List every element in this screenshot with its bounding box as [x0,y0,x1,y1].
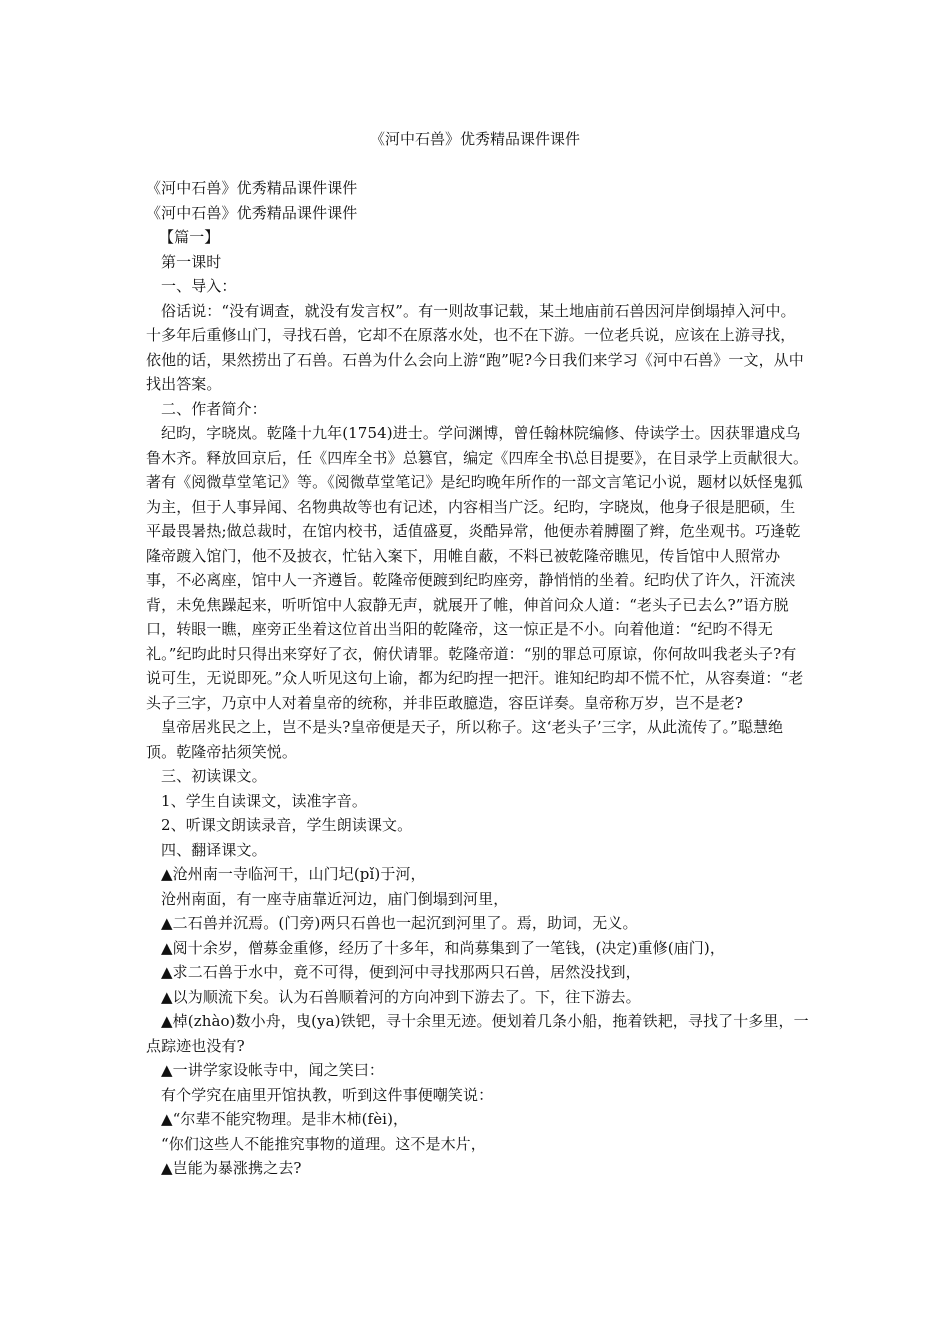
translation-line: ▲以为顺流下矣。认为石兽顺着河的方向冲到下游去了。下，往下游去。 [161,987,641,1006]
reading-item: 2、听课文朗读录音，学生朗读课文。 [161,816,413,834]
section-heading-translation: 四、翻译课文。 [161,840,267,859]
translation-line: “你们这些人不能推究事物的道理。这不是木片， [161,1134,486,1153]
translation-line: ▲求二石兽于水中，竟不可得，便到河中寻找那两只石兽，居然没找到， [161,963,641,981]
translation-line: ▲沧州南一寺临河干，山门圮(pǐ)于河， [161,865,426,883]
section-heading-reading: 三、初读课文。 [161,767,267,785]
intro-paragraph: 俗话说：“没有调查，就没有发言权”。有一则故事记载，某土地庙前石兽因河岸倒塌掉入河中。十多年后重修山门，寻找石兽，它却不在原落水处，也不在下游。一位老兵说，应该在上游寻找，依他的话，果然捞出了石兽。石兽为什么会向上游“跑”呢?今日我们来学习《河中石兽》一文，从中找出答案。 [146,301,804,393]
section-heading-intro: 一、导入： [161,277,237,295]
translation-line: ▲一讲学家设帐寺中，闻之笑曰： [161,1061,385,1079]
translation-line: 有个学究在庙里开馆执教，听到这件事便嘲笑说： [161,1085,494,1104]
translation-line: ▲岂能为暴涨携之去? [161,1159,302,1177]
author-paragraph: 纪昀，字晓岚。乾隆十九年(1754)进士。学问渊博，曾任翰林院编修、侍读学士。因获罪遣戍乌鲁木齐。释放回京后，任《四库全书》总篡官，编定《四库全书\总目提要》，在目录学上贡献很大。著有《阅微草堂笔记》等。《阅微草堂笔记》是纪昀晚年所作的一部文言笔记小说，题材以妖怪鬼狐为主，但于人事异闻、名物典故等也有记述，内容相当广泛。纪昀，字晓岚，他身子很是肥硕，生平最畏暑热;做总裁时，在馆内校书，适值盛夏，炎酷异常，他便赤着膊圈了辫，危坐观书。巧逢乾隆帝踱入馆门，他不及披衣，忙钻入案下，用帷自蔽，不料已被乾隆帝瞧见，传旨馆中人照常办事，不必离座，馆中人一齐遵旨。乾隆帝便踱到纪昀座旁，静悄悄的坐着。纪昀伏了许久，汗流浃背，未免焦躁起来，听听馆中人寂静无声，就展开了帷，伸首问众人道：“老头子已去么?”语方脱口，转眼一瞧，座旁正坐着这位首出当阳的乾隆帝，这一惊正是不小。向着他道：“纪昀不得无礼。”纪昀此时只得出来穿好了衣，俯伏请罪。乾隆帝道：“别的罪总可原谅，你何故叫我老头子?有说可生，无说即死。”众人听见这句上谕，都为纪昀捏一把汗。谁知纪昀却不慌不忙，从容奏道：“老头子三字，乃京中人对着皇帝的统称，并非臣敢臆造，容臣详奏。皇帝称万岁，岂不是老? [146,424,809,712]
translation-line: ▲“尔辈不能究物理。是非木柿(fèi)， [161,1110,409,1128]
author-paragraph-continued: 皇帝居兆民之上，岂不是头?皇帝便是天子，所以称子。这‘老头子’三字，从此流传了。”聪慧绝顶。乾隆帝拈须笑悦。 [146,718,784,761]
document-body [146,176,810,1181]
section-heading-author: 二、作者简介： [161,399,267,418]
document-title: 《河中石兽》优秀精品课件课件 [369,130,580,148]
translation-line: ▲二石兽并沉焉。(门旁)两只石兽也一起沉到河里了。焉，助词，无义。 [161,914,638,932]
subtitle-line: 《河中石兽》优秀精品课件课件 [146,179,358,197]
translation-line: ▲棹(zhào)数小舟，曳(ya)铁钯，寻十余里无迹。便划着几条小船，拖着铁耙，寻找了十多里，一点踪迹也没有? [146,1012,809,1055]
translation-line: 沧州南面，有一座寺庙靠近河边，庙门倒塌到河里， [161,889,509,908]
translation-line: ▲阅十余岁，僧募金重修，经历了十多年，和尚募集到了一笔钱，(决定)重修(庙门)， [161,938,725,957]
reading-item: 1、学生自读课文，读准字音。 [161,791,367,810]
subtitle-line: 《河中石兽》优秀精品课件课件 [146,203,358,222]
part-label: 【篇一】 [159,228,220,246]
lesson-label: 第一课时 [161,252,222,271]
